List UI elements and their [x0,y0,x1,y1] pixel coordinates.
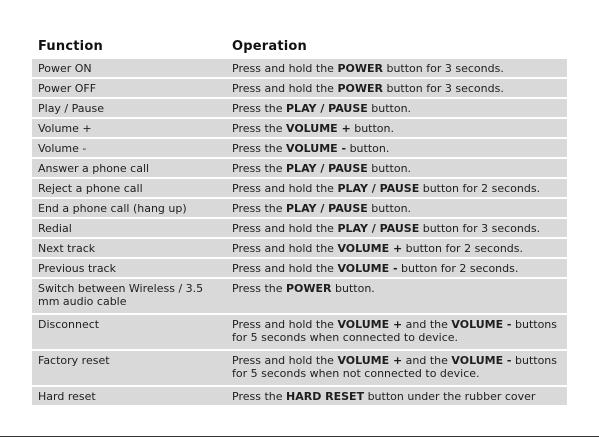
operation-text: and the [402,354,452,367]
operation-text: Press and hold the [232,262,338,275]
operation-text: Press the [232,202,286,215]
operation-text: button. [367,102,412,115]
operation-text: Press and hold the [232,222,338,235]
table-row [32,279,567,313]
table-row [32,351,567,385]
operation-text: buttons for 5 seconds when not connected to device. [232,354,558,380]
operation-text: Press and hold the [232,62,338,75]
table-row [32,119,567,137]
operation-cell [226,219,567,237]
table-row [32,239,567,257]
operation-column-header: Operation [232,38,308,54]
button-name-text: PLAY / PAUSE [286,102,368,115]
operation-text: Press and hold the [232,182,338,195]
operation-text: button. [331,282,375,295]
page-divider [0,436,599,437]
operation-cell [226,159,567,177]
button-name-text: POWER [337,62,383,75]
button-name-text: VOLUME - [451,318,512,331]
button-name-text: VOLUME - [286,142,347,155]
button-name-text: POWER [337,82,383,95]
operation-cell [226,279,567,313]
function-cell: Switch between Wireless / 3.5 mm audio cable [32,279,226,313]
operation-text: and the [402,318,452,331]
operation-text: Press the [232,142,286,155]
table-row [32,219,567,237]
function-cell: Redial [32,219,226,237]
operation-text: button. [367,202,412,215]
button-name-text: VOLUME - [337,262,398,275]
function-cell: Volume - [32,139,226,157]
table-row [32,315,567,349]
operation-text: Press the [232,122,286,135]
operation-text: buttons for 5 seconds when connected to device. [232,318,558,344]
table-row [32,199,567,217]
function-column-header: Function [38,38,103,54]
operation-text: button for 2 seconds. [419,182,541,195]
function-cell: Play / Pause [32,99,226,117]
operation-cell [226,179,567,197]
operation-text: Press the [232,282,286,295]
operation-cell [226,259,567,277]
button-name-text: PLAY / PAUSE [286,202,368,215]
operation-text: button under the rubber cover [364,390,536,403]
operation-text: button. [346,142,390,155]
button-name-text: POWER [286,282,332,295]
button-name-text: PLAY / PAUSE [337,222,420,235]
operation-cell [226,199,567,217]
operation-text: button for 2 seconds. [402,242,524,255]
operation-text: button for 2 seconds. [397,262,519,275]
operation-text: button for 3 seconds. [382,82,504,95]
operation-cell [226,99,567,117]
operation-cell [226,139,567,157]
function-cell: Previous track [32,259,226,277]
operation-cell [226,239,567,257]
operation-cell [226,387,567,405]
function-cell: Factory reset [32,351,226,385]
operation-text: Press and hold the [232,318,338,331]
operation-text: Press and hold the [232,242,338,255]
button-name-text: PLAY / PAUSE [337,182,420,195]
table-body [32,59,567,405]
table-row [32,179,567,197]
button-name-text: HARD RESET [286,390,365,403]
function-cell: Next track [32,239,226,257]
table-row [32,59,567,77]
operation-text: Press the [232,390,286,403]
table-row [32,259,567,277]
table-row [32,139,567,157]
function-cell: Hard reset [32,387,226,405]
operation-cell [226,59,567,77]
function-operation-table [32,34,567,407]
operation-cell [226,79,567,97]
operation-text: Press the [232,102,286,115]
function-cell: Power OFF [32,79,226,97]
button-name-text: VOLUME + [337,242,403,255]
operation-text: Press and hold the [232,354,338,367]
button-name-text: VOLUME + [337,354,403,367]
operation-text: button for 3 seconds. [382,62,504,75]
table-row [32,159,567,177]
table-row [32,79,567,97]
function-cell: Reject a phone call [32,179,226,197]
operation-text: Press and hold the [232,82,338,95]
function-cell: End a phone call (hang up) [32,199,226,217]
function-cell: Disconnect [32,315,226,349]
function-cell: Power ON [32,59,226,77]
table-row [32,387,567,405]
function-cell: Answer a phone call [32,159,226,177]
operation-cell [226,351,567,385]
operation-text: button. [350,122,395,135]
button-name-text: VOLUME + [337,318,403,331]
operation-text: Press the [232,162,286,175]
button-name-text: PLAY / PAUSE [286,162,368,175]
table-row [32,99,567,117]
operation-text: button. [367,162,412,175]
operation-text: button for 3 seconds. [419,222,541,235]
operation-cell [226,315,567,349]
function-cell: Volume + [32,119,226,137]
button-name-text: VOLUME - [451,354,512,367]
operation-cell [226,119,567,137]
button-name-text: VOLUME + [286,122,351,135]
table-header-row [32,36,567,57]
